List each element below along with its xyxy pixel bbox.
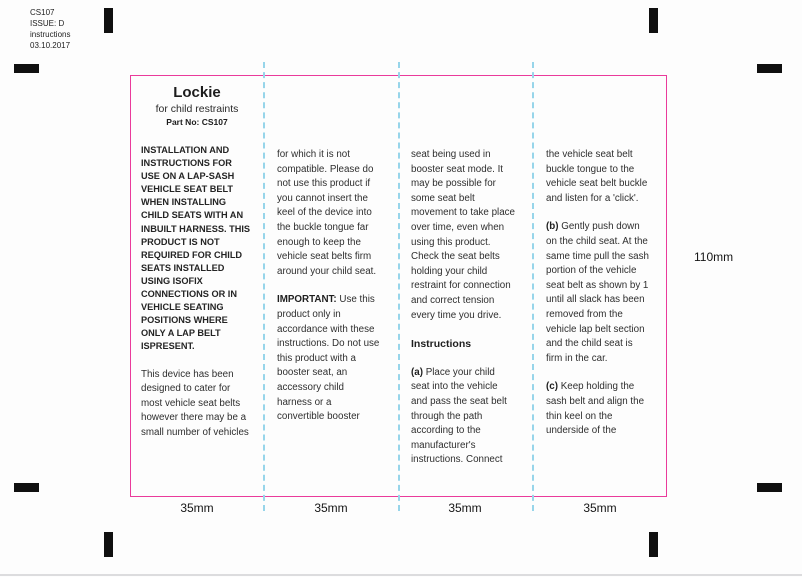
width-dimension-label-4: 35mm bbox=[583, 501, 617, 515]
important-text: Use this product only in accordance with these instructions. Do not use this product with a booster seat, an accessory child harness or a convertible booster bbox=[277, 294, 380, 423]
fold-line-1 bbox=[263, 62, 265, 511]
height-dimension-label: 110mm bbox=[694, 250, 734, 264]
part-number: Part No: CS107 bbox=[166, 117, 228, 127]
product-title: Lockie bbox=[173, 84, 221, 101]
crop-mark-top-right bbox=[649, 8, 658, 33]
width-dimension-label-2: 35mm bbox=[314, 501, 348, 515]
brand-block bbox=[141, 84, 253, 128]
body-paragraph: for which it is not compatible. Please do not use this product if you cannot insert the keel of the device into the buckle tongue far enough to keep the vehicle seat belts firm around your child seat. bbox=[277, 149, 377, 277]
step-b-label: (b) bbox=[546, 221, 559, 233]
fold-line-2 bbox=[398, 62, 400, 511]
crop-mark-top-left bbox=[104, 8, 113, 33]
step-a-paragraph bbox=[411, 366, 515, 468]
fold-line-3 bbox=[532, 62, 534, 511]
panel-column-3 bbox=[411, 148, 515, 482]
panel-column-4 bbox=[546, 148, 650, 453]
important-paragraph bbox=[277, 293, 381, 424]
crop-mark-bottom-right bbox=[649, 532, 658, 557]
panel-column-2 bbox=[277, 148, 381, 439]
step-a-text: Place your child seat into the vehicle and pass the seat belt through the path according to the manufacturer's instructions. Connect bbox=[411, 366, 507, 466]
important-label: IMPORTANT: bbox=[277, 294, 337, 306]
width-dimension-label-3: 35mm bbox=[448, 501, 482, 515]
body-paragraph: This device has been designed to cater for most vehicle seat belts however there may be a small number of vehicles bbox=[141, 368, 249, 438]
step-c-paragraph bbox=[546, 380, 650, 438]
installation-warning-text: INSTALLATION AND INSTRUCTIONS FOR USE ON A LAP-SASH VEHICLE SEAT BELT WHEN INSTALLING CHILD SEATS WITH AN INBUILT HARNESS. THIS PRODUCT IS NOT REQUIRED FOR CHILD SEATS INSTALLED USING ISOFIX CONNECTIONS OR IN VEHICLE SEATING POSITIONS WHERE ONLY A LAP BELT ISPRESENT. bbox=[141, 145, 251, 352]
instructions-heading: Instructions bbox=[411, 338, 472, 351]
crop-mark-left-top bbox=[14, 64, 39, 73]
plate-info-code: CS107 bbox=[30, 8, 55, 17]
step-c-text: Keep holding the sash belt and align the thin keel on the underside of the bbox=[546, 381, 645, 437]
crop-mark-right-bottom bbox=[757, 483, 782, 492]
crop-mark-left-bottom bbox=[14, 483, 39, 492]
body-paragraph: seat being used in booster seat mode. It may be possible for some seat belt movement to take place over time, even when using this product. Check the seat belts holding your child restraint for connection and correct tension every time you drive. bbox=[411, 149, 516, 321]
plate-info bbox=[30, 7, 70, 51]
step-b-paragraph bbox=[546, 220, 650, 366]
crop-mark-right-top bbox=[757, 64, 782, 73]
plate-info-type: instructions bbox=[30, 30, 71, 39]
plate-info-issue: ISSUE: D bbox=[30, 19, 65, 28]
crop-mark-bottom-left bbox=[104, 532, 113, 557]
step-b-text: Gently push down on the child seat. At the same time pull the sash portion of the vehicle seat belt as shown by 1 until all slack has been removed from the vehicle lap belt section and the child seat is firm in the car. bbox=[546, 221, 649, 364]
width-dimension-label-1: 35mm bbox=[180, 501, 214, 515]
body-paragraph: the vehicle seat belt buckle tongue to the vehicle seat belt buckle and listen for a 'click'. bbox=[546, 149, 648, 204]
step-a-label: (a) bbox=[411, 366, 423, 378]
panel-column-1 bbox=[141, 84, 253, 454]
plate-info-date: 03.10.2017 bbox=[30, 41, 71, 50]
product-subtitle: for child restraints bbox=[155, 103, 239, 115]
sheet-edge-line bbox=[0, 574, 802, 576]
step-c-label: (c) bbox=[546, 381, 558, 393]
